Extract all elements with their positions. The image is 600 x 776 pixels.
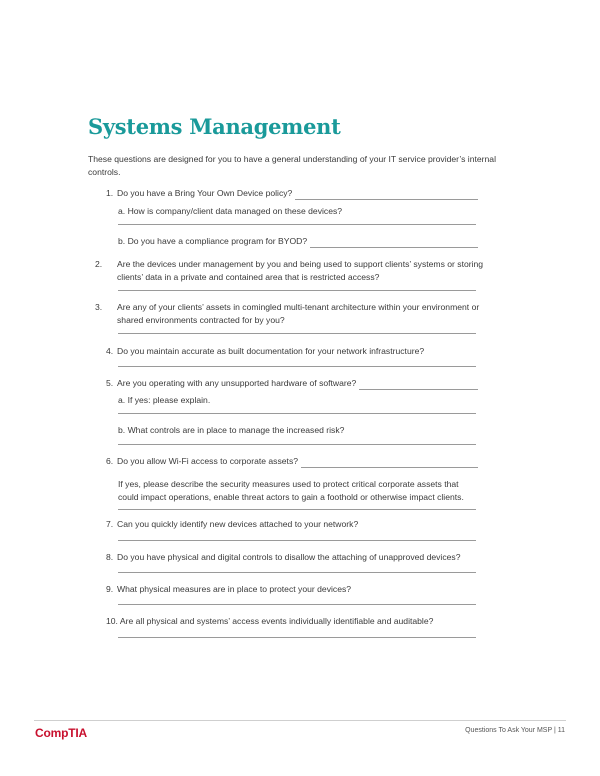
answer-line[interactable] [118,572,476,573]
question-1a: a. How is company/client data managed on these devices? [118,206,343,216]
question-6-followup [118,478,480,504]
question-10: 10. Are all physical and systems’ access events individually identifiable and auditable? [106,616,434,626]
question-text: Are you operating with any unsupported hardware of software? [117,378,357,388]
intro-paragraph: These questions are designed for you to have a general understanding of your IT service provider’s internal controls. [88,154,496,177]
answer-line[interactable] [118,366,476,367]
question-text: Are all physical and systems’ access events individually identifiable and auditable? [119,616,434,626]
question-text: Do you maintain accurate as built documentation for your network infrastructure? [117,346,425,356]
question-text: Can you quickly identify new devices attached to your network? [117,519,359,529]
question-4: 4. Do you maintain accurate as built documentation for your network infrastructure? [106,346,425,356]
question-text: What controls are in place to manage the increased risk? [127,425,345,435]
question-text: If yes: please explain. [127,395,211,405]
question-5: 5. Are you operating with any unsupported hardware of software? [106,377,478,390]
answer-line[interactable] [118,224,476,225]
question-8: 8. Do you have physical and digital controls to disallow the attaching of unapproved devices? [106,552,461,562]
question-text: How is company/client data managed on these devices? [127,206,343,216]
question-9: 9. What physical measures are in place to protect your devices? [106,584,352,594]
question-5a: a. If yes: please explain. [118,395,211,405]
answer-line[interactable] [359,380,478,390]
question-3: 3. Are any of your clients’ assets in comingled multi-tenant architecture within your environment or shared environments contracted for by you? [95,302,480,325]
question-text: Do you allow Wi-Fi access to corporate assets? [117,456,299,466]
question-6: 6. Do you allow Wi-Fi access to corporate assets? [106,455,478,468]
answer-line[interactable] [118,290,476,291]
question-7: 7. Can you quickly identify new devices attached to your network? [106,519,359,529]
answer-line[interactable] [118,540,476,541]
question-text: Are the devices under management by you and being used to support clients’ systems or storing clients’ data in a private and contained area that is restricted access? [117,259,484,282]
answer-line[interactable] [118,509,476,510]
answer-line[interactable] [118,604,476,605]
answer-line[interactable] [310,238,478,248]
question-2: 2. Are the devices under management by you and being used to support clients’ systems or storing clients’ data in a private and contained area that is restricted access? [95,259,484,282]
answer-line[interactable] [118,444,476,445]
answer-line[interactable] [118,637,476,638]
answer-line[interactable] [301,458,478,468]
answer-line[interactable] [118,333,476,334]
question-1: 1. Do you have a Bring Your Own Device policy? [106,187,478,200]
answer-line[interactable] [295,190,478,200]
question-5b: b. What controls are in place to manage the increased risk? [118,425,345,435]
question-text: Do you have physical and digital controls to disallow the attaching of unapproved devices? [117,552,461,562]
comptia-logo: CompTIA [35,726,87,740]
question-1b: b. Do you have a compliance program for BYOD? [118,235,478,248]
question-text: Do you have a compliance program for BYOD? [127,236,308,246]
question-text: Are any of your clients’ assets in comingled multi-tenant architecture within your environment or shared environments contracted for by you? [117,302,480,325]
question-text: Do you have a Bring Your Own Device policy? [117,188,293,198]
answer-line[interactable] [118,413,476,414]
question-text: If yes, please describe the security measures used to protect critical corporate assets that could impact operations, enable threat actors to gain a foothold or otherwise impact clients. [118,479,464,502]
question-text: What physical measures are in place to protect your devices? [117,584,352,594]
footer-page-label: Questions To Ask Your MSP | 11 [465,727,565,734]
footer-divider [34,720,566,721]
page-title: Systems Management [88,114,341,139]
